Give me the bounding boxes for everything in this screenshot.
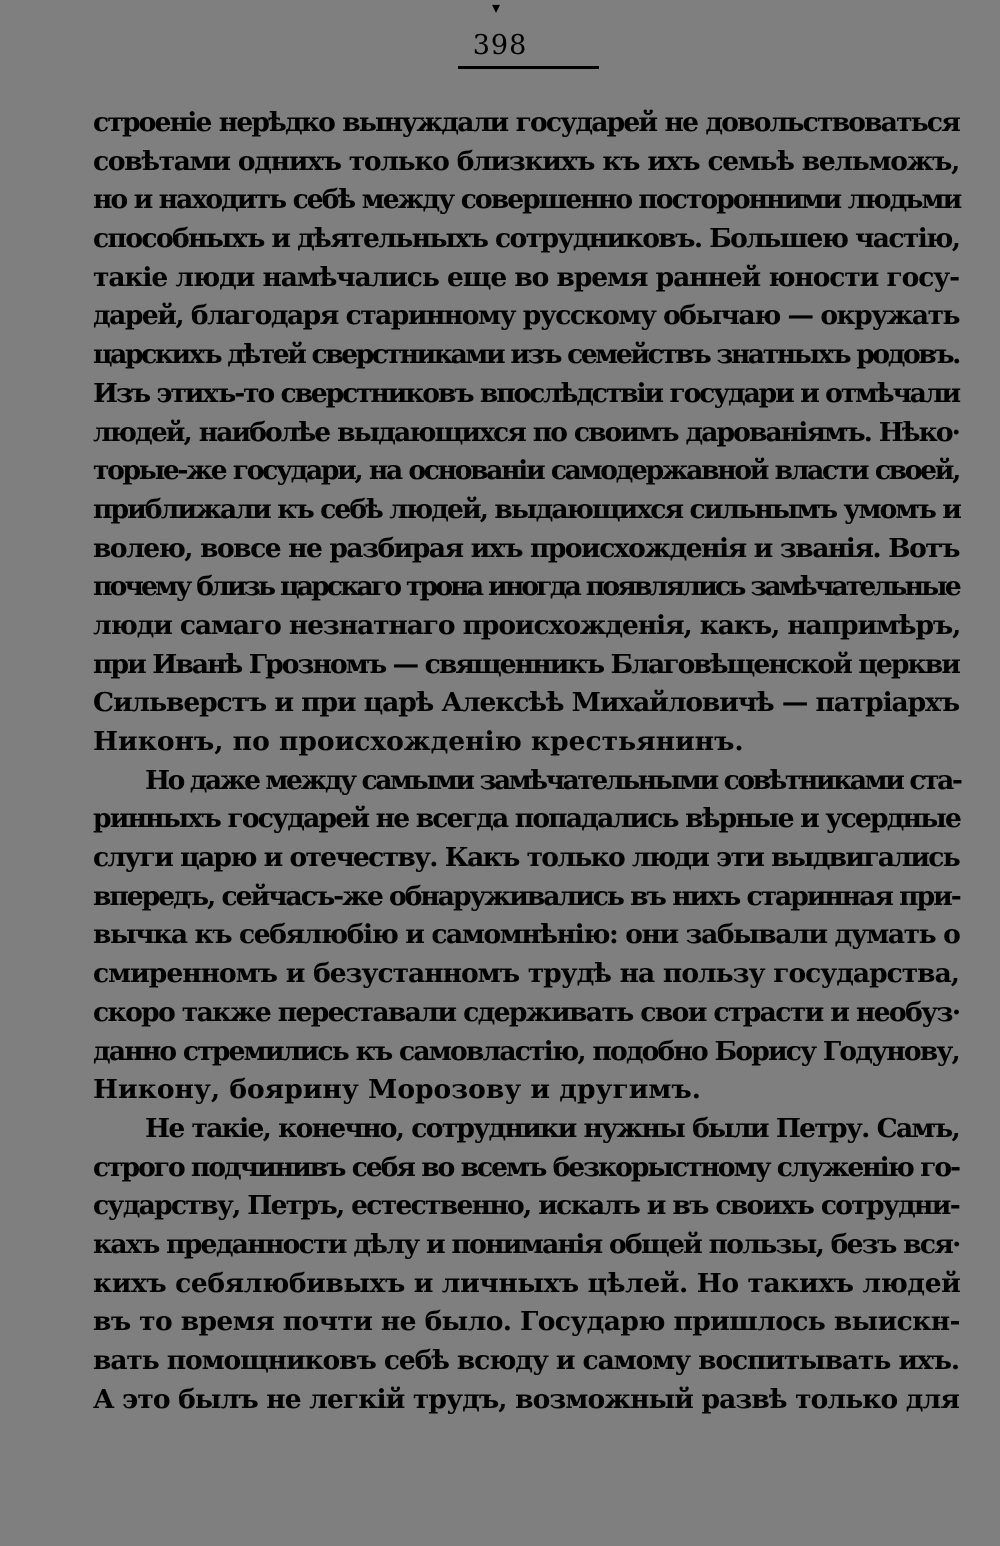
text-line: смиренномъ и безустанномъ трудѣ на пользу государства, [93,958,959,990]
ornament-mark: ▾ [492,0,501,17]
text-line: приближали къ себѣ людей, выдающихся сильнымъ умомъ и [93,493,961,525]
text-line: Не такіе, конечно, сотрудники нужны были Петру. Самъ, [145,1112,959,1144]
text-line: почему близь царскаго трона иногда появлялись замѣчательные [93,571,959,603]
text-line: сударству, Петръ, естественно, искалъ и въ своихъ сотрудни- [93,1190,959,1222]
text-line: строго подчинивъ себя во всемъ безкорыстному служенію го- [93,1151,959,1183]
text-line: Сильверстъ и при царѣ Алексѣѣ Михайловичѣ — патріархъ [93,687,959,719]
text-line: впередъ, сейчасъ-же обнаруживались въ нихъ старинная при- [93,880,960,912]
text-line: А это былъ не легкій трудъ, возможный развѣ только для [93,1383,959,1415]
text-line: строеніе нерѣдко вынуждали государей не довольствоваться [93,107,959,138]
text-line: вать помощниковъ себѣ всюду и самому воспитывать ихъ. [93,1345,959,1376]
header-rule [458,66,599,69]
text-line: вычка къ себялюбію и самомнѣнію: они забывали думать о [93,919,960,951]
body-text [93,104,959,1419]
text-line: слуги царю и отечеству. Какъ только люди эти выдвигались [93,842,959,874]
text-line: царскихъ дѣтей сверстниками изъ семействъ знатныхъ родовъ. [93,339,959,371]
page-number: 398 [472,30,528,61]
text-line: но и находить себѣ между совершенно посторонними людьми [93,184,961,216]
text-line: люди самаго незнатнаго происхожденія, какъ, напримѣръ, [93,609,961,641]
text-line: торые-же государи, на основаніи самодержавной власти своей, [93,455,959,487]
text-line: кихъ себялюбивыхъ и личныхъ цѣлей. Но такихъ людей [93,1267,961,1299]
text-line: волею, вовсе не разбирая ихъ происхожденія и званія. Вотъ [93,532,959,564]
text-line: при Иванѣ Грозномъ — священникъ Благовѣщенской церкви [93,648,959,680]
text-line: кахъ преданности дѣлу и пониманія общей пользы, безъ вся· [93,1228,960,1260]
text-line: данно стремились къ самовластію, подобно Борису Годунову, [93,1035,959,1067]
text-line: Но даже между самыми замѣчательными совѣтниками ста- [145,764,961,796]
text-line: такіе люди намѣчались еще во время ранней юности госу- [93,261,959,293]
text-line: Никонъ, по происхожденію крестьянинъ. [93,726,744,757]
text-line: дарей, благодаря старинному русскому обычаю — окружать [93,300,959,332]
text-line: людей, наиболѣе выдающихся по своимъ дарованіямъ. Нѣко· [93,416,959,448]
text-line: Никону, боярину Морозову и другимъ. [93,1074,701,1106]
text-line: способныхъ и дѣятельныхъ сотрудниковъ. Большею частію, [93,223,960,255]
text-line: ринныхъ государей не всегда попадались вѣрные и усердные [93,803,961,835]
text-line: Изъ этихъ-то сверстниковъ впослѣдствіи государи и отмѣчали [93,377,959,409]
text-line: совѣтами однихъ только близкихъ къ ихъ семьѣ вельможъ, [93,145,959,177]
text-line: въ то время почти не было. Государю пришлось выискн- [93,1306,960,1338]
text-line: скоро также переставали сдерживать свои страсти и необуз· [93,996,960,1028]
